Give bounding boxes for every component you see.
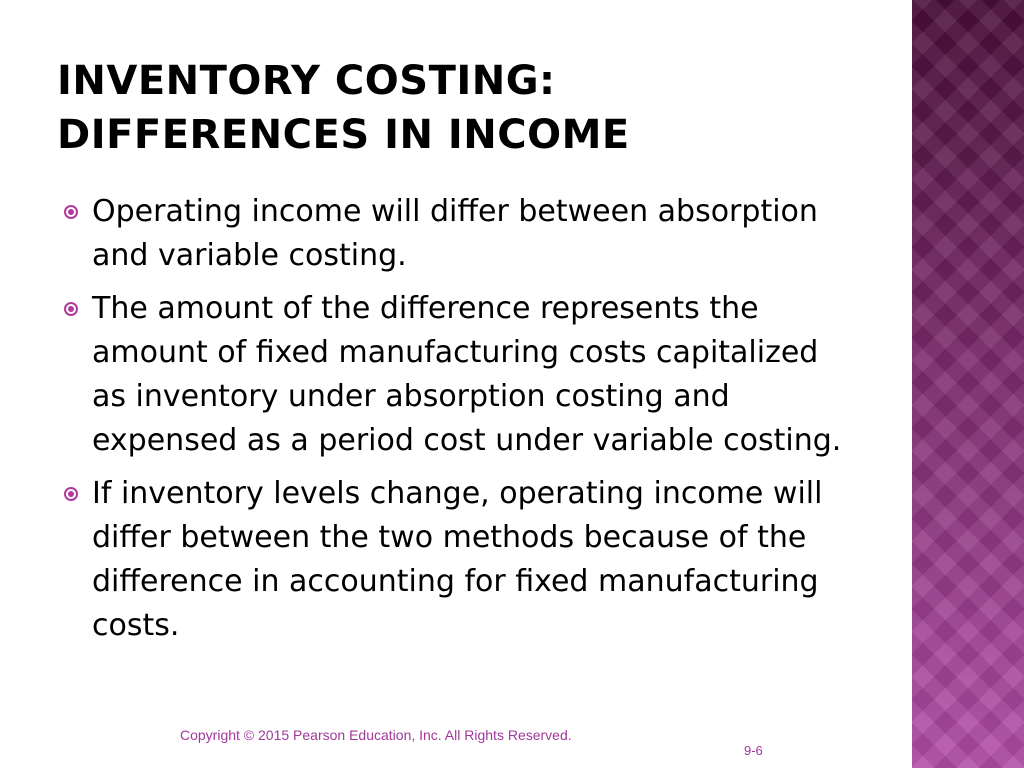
bullet-text: Operating income will differ between absorption and variable costing. [92,194,818,273]
circle-dot-icon [64,302,78,316]
bullet-text: If inventory levels change, operating income will differ between the two methods because of the difference in accounting for fixed manufacturing costs. [92,476,823,643]
bullet-item [58,472,858,648]
bullet-text: The amount of the difference represents the amount of fixed manufacturing costs capitalized as inventory under absorption costing and expensed as a period cost under variable costing. [92,291,842,458]
circle-dot-icon [64,487,78,501]
title-line-1: INVENTORY COSTING: [57,58,556,104]
circle-dot-icon [64,205,78,219]
slide-title [57,54,897,162]
bullet-item [58,287,858,463]
page-number: 9-6 [744,743,763,758]
title-line-2: DIFFERENCES IN INCOME [57,112,630,158]
copyright-notice: Copyright © 2015 Pearson Education, Inc. All Rights Reserved. [180,727,572,743]
bullet-item [58,190,858,278]
bullet-list [58,190,858,657]
decorative-side-bar [912,0,1024,768]
